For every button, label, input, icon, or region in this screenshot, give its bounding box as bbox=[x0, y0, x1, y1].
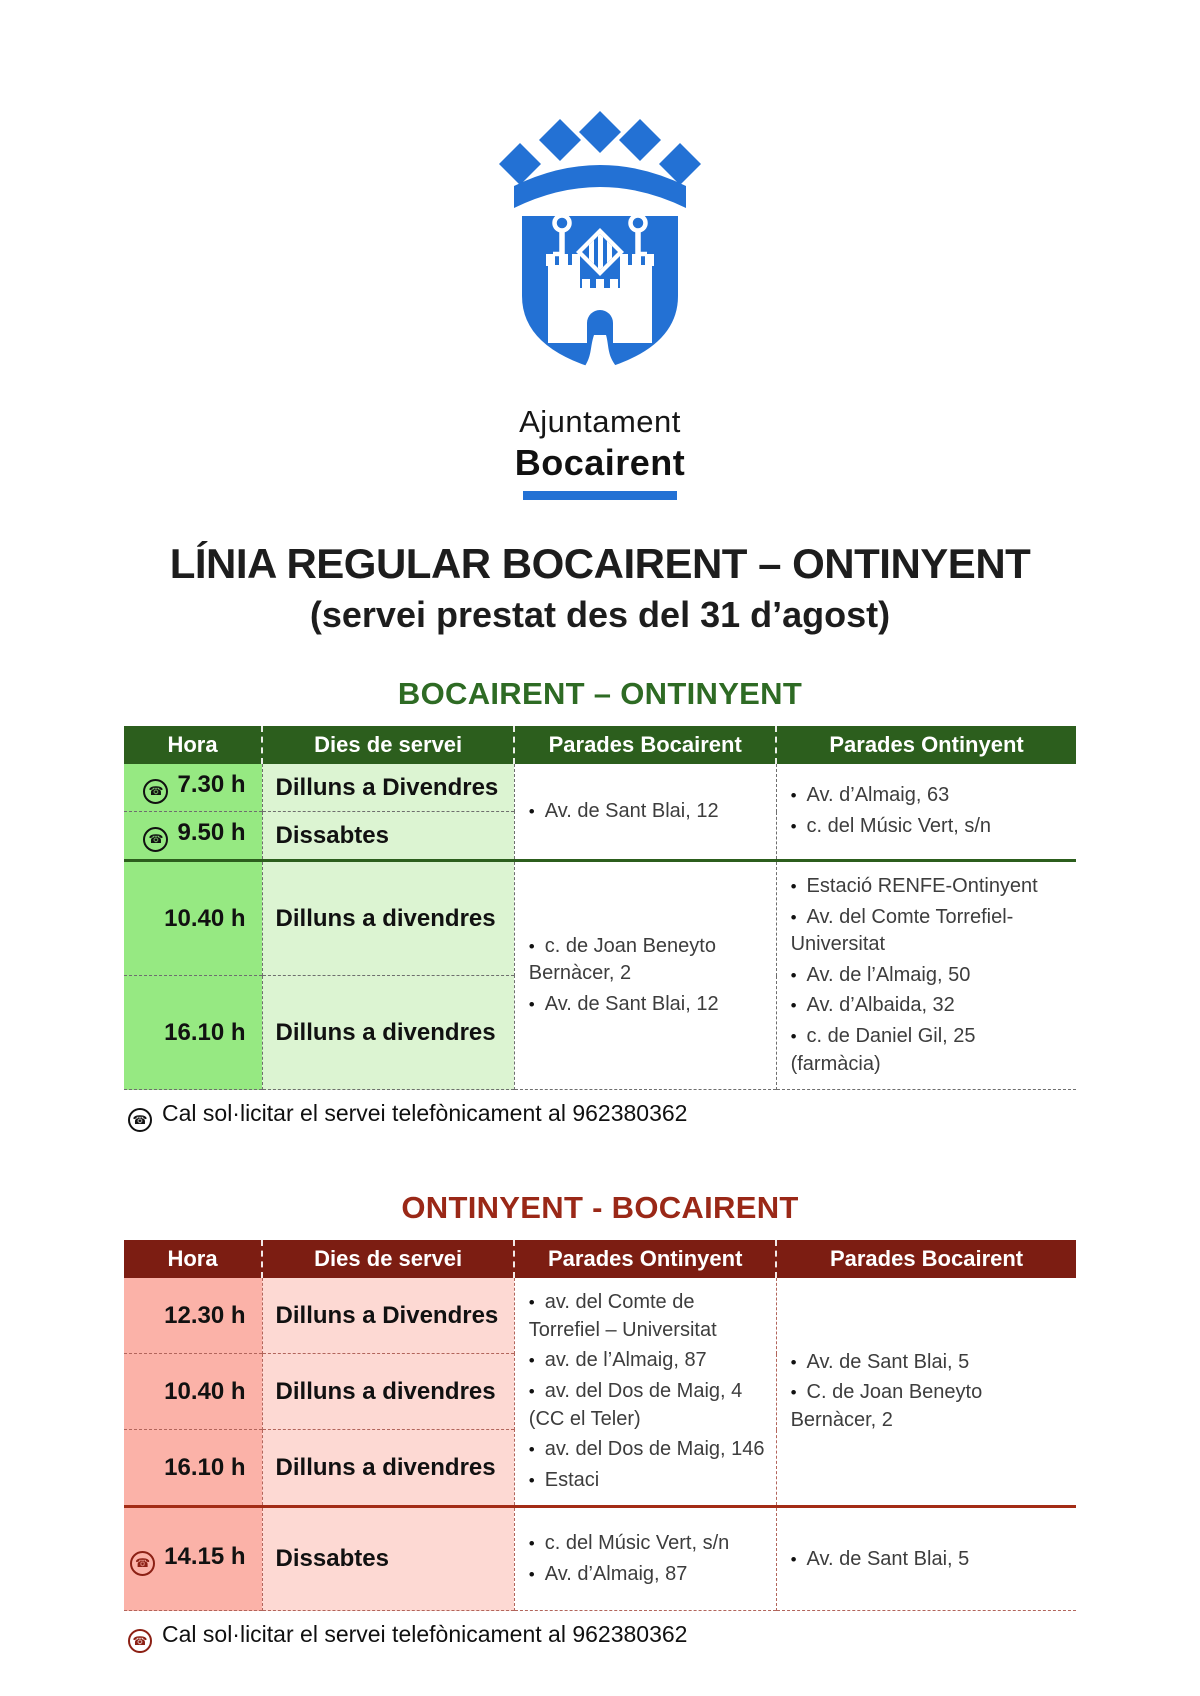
stops-cell bbox=[514, 1507, 776, 1611]
dies-cell: Dilluns a divendres bbox=[262, 861, 514, 976]
bullet-icon: • bbox=[528, 1351, 535, 1371]
column-header: Dies de servei bbox=[262, 726, 514, 764]
stop-item: • Estaci bbox=[528, 1468, 600, 1491]
bullet-icon: • bbox=[528, 1470, 535, 1490]
stops-cell bbox=[776, 1507, 1076, 1611]
column-header: Parades Ontinyent bbox=[514, 1240, 776, 1278]
stop-item: • av. del Dos de Maig, 146 bbox=[528, 1438, 765, 1461]
hora-value: 12.30 h bbox=[164, 1301, 246, 1329]
table-row bbox=[124, 861, 1076, 976]
stops-cell bbox=[514, 764, 776, 861]
section-title: ONTINYENT - BOCAIRENT bbox=[401, 1190, 799, 1226]
stop-item: • C. de Joan Beneyto Bernàcer, 2 bbox=[790, 1381, 983, 1432]
section-bocairent-ontinyent bbox=[0, 676, 1200, 1132]
dies-cell: Dissabtes bbox=[262, 812, 514, 861]
column-header: Hora bbox=[124, 1240, 262, 1278]
bullet-icon: • bbox=[528, 1534, 535, 1554]
bullet-icon: • bbox=[790, 786, 797, 806]
phone-icon: ☎ bbox=[128, 1629, 152, 1653]
bullet-icon: • bbox=[528, 1564, 535, 1584]
stops-cell bbox=[776, 1278, 1076, 1507]
bullet-icon: • bbox=[790, 877, 797, 896]
dies-cell: Dilluns a divendres bbox=[262, 1354, 514, 1430]
bullet-icon: • bbox=[790, 1383, 797, 1403]
stop-item: • Av. de Sant Blai, 12 bbox=[528, 799, 719, 822]
stop-item: • Av. d’Albaida, 32 bbox=[790, 994, 955, 1017]
section-ontinyent-bocairent bbox=[0, 1190, 1200, 1653]
phone-icon: ☎ bbox=[128, 1108, 152, 1132]
hora-value: 9.50 h bbox=[177, 819, 246, 847]
table-row bbox=[124, 764, 1076, 812]
bullet-icon: • bbox=[790, 1026, 797, 1046]
hora-value: 10.40 h bbox=[164, 1377, 246, 1405]
bullet-icon: • bbox=[790, 1549, 797, 1569]
hora-cell bbox=[124, 764, 262, 812]
phone-icon: ☎ bbox=[130, 1551, 155, 1576]
stop-item: • Av. de Sant Blai, 12 bbox=[528, 992, 719, 1015]
hora-value: 16.10 h bbox=[164, 1018, 246, 1046]
stop-item: • Av. del Comte Torrefiel-Universitat bbox=[790, 905, 1014, 956]
footnote bbox=[128, 1100, 1200, 1132]
stops-cell bbox=[776, 861, 1076, 1090]
bullet-icon: • bbox=[528, 936, 535, 956]
bullet-icon: • bbox=[528, 801, 535, 821]
page-subtitle: (servei prestat des del 31 d’agost) bbox=[309, 594, 891, 635]
hora-cell bbox=[124, 1430, 262, 1507]
stop-item: • Av. d’Almaig, 87 bbox=[528, 1562, 688, 1585]
stop-item: • Av. de Sant Blai, 5 bbox=[790, 1350, 970, 1373]
schedule-grid bbox=[124, 726, 1076, 1090]
hora-cell bbox=[124, 1507, 262, 1611]
stop-item: • c. de Joan Beneyto Bernàcer, 2 bbox=[528, 934, 716, 985]
column-header: Parades Bocairent bbox=[514, 726, 776, 764]
bullet-icon: • bbox=[528, 1440, 535, 1460]
stop-item: • Estació RENFE-Ontinyent bbox=[790, 875, 1038, 897]
table-row bbox=[124, 1278, 1076, 1354]
table-row bbox=[124, 1507, 1076, 1611]
stop-item: • av. del Dos de Maig, 4 (CC el Teler) bbox=[528, 1379, 743, 1430]
stop-item: • Av. de l’Almaig, 50 bbox=[790, 963, 971, 986]
footnote bbox=[128, 1621, 1200, 1653]
section-title: BOCAIRENT – ONTINYENT bbox=[397, 676, 803, 711]
stop-item: • c. del Músic Vert, s/n bbox=[528, 1532, 730, 1555]
table-header-row bbox=[124, 1240, 1076, 1278]
stops-cell bbox=[514, 1278, 776, 1507]
bullet-icon: • bbox=[528, 1293, 535, 1313]
bullet-icon: • bbox=[790, 965, 797, 985]
logo-underline-bar bbox=[523, 491, 677, 500]
bullet-icon: • bbox=[528, 1381, 535, 1401]
footnote-text: Cal sol·licitar el servei telefònicament al 962380362 bbox=[162, 1621, 688, 1648]
org-name-line1: Ajuntament bbox=[519, 404, 681, 439]
hora-value: 14.15 h bbox=[164, 1543, 246, 1571]
dies-cell: Dilluns a Divendres bbox=[262, 1278, 514, 1354]
stops-cell bbox=[776, 764, 1076, 861]
stop-item: • av. de l’Almaig, 87 bbox=[528, 1349, 707, 1372]
dies-cell: Dilluns a divendres bbox=[262, 1430, 514, 1507]
hora-cell bbox=[124, 976, 262, 1090]
stop-item: • av. del Comte de Torrefiel – Universitat bbox=[528, 1291, 717, 1341]
hora-cell bbox=[124, 812, 262, 861]
hora-cell bbox=[124, 861, 262, 976]
footnote-text: Cal sol·licitar el servei telefònicament al 962380362 bbox=[162, 1100, 688, 1127]
hora-cell bbox=[124, 1278, 262, 1354]
stops-cell bbox=[514, 861, 776, 1090]
hora-value: 16.10 h bbox=[164, 1453, 246, 1481]
column-header: Parades Bocairent bbox=[776, 1240, 1076, 1278]
bullet-icon: • bbox=[790, 817, 797, 836]
stop-item: • Av. d’Almaig, 63 bbox=[790, 784, 950, 807]
schedule-grid bbox=[124, 1240, 1076, 1611]
bullet-icon: • bbox=[790, 907, 797, 927]
column-header: Hora bbox=[124, 726, 262, 764]
phone-icon: ☎ bbox=[143, 827, 168, 852]
column-header: Dies de servei bbox=[262, 1240, 514, 1278]
org-name-line2: Bocairent bbox=[514, 442, 686, 483]
bullet-icon: • bbox=[790, 996, 797, 1016]
stop-item: • c. de Daniel Gil, 25 (farmàcia) bbox=[790, 1024, 976, 1075]
schedule-table bbox=[124, 1240, 1076, 1611]
dies-cell: Dilluns a divendres bbox=[262, 976, 514, 1090]
page-title: LÍNIA REGULAR BOCAIRENT – ONTINYENT bbox=[169, 540, 1031, 587]
hora-value: 7.30 h bbox=[177, 771, 246, 799]
dies-cell: Dissabtes bbox=[262, 1507, 514, 1611]
hora-value: 10.40 h bbox=[164, 904, 246, 932]
dies-cell: Dilluns a Divendres bbox=[262, 764, 514, 812]
column-header: Parades Ontinyent bbox=[776, 726, 1076, 764]
stop-item: • Av. de Sant Blai, 5 bbox=[790, 1547, 970, 1570]
bullet-icon: • bbox=[790, 1352, 797, 1372]
logo bbox=[0, 0, 1200, 500]
table-header-row bbox=[124, 726, 1076, 764]
schedule-table bbox=[124, 726, 1076, 1090]
coat-of-arms-icon bbox=[490, 104, 710, 396]
stop-item: • c. del Músic Vert, s/n bbox=[790, 815, 992, 837]
hora-cell bbox=[124, 1354, 262, 1430]
bullet-icon: • bbox=[528, 994, 535, 1014]
phone-icon: ☎ bbox=[143, 779, 168, 804]
